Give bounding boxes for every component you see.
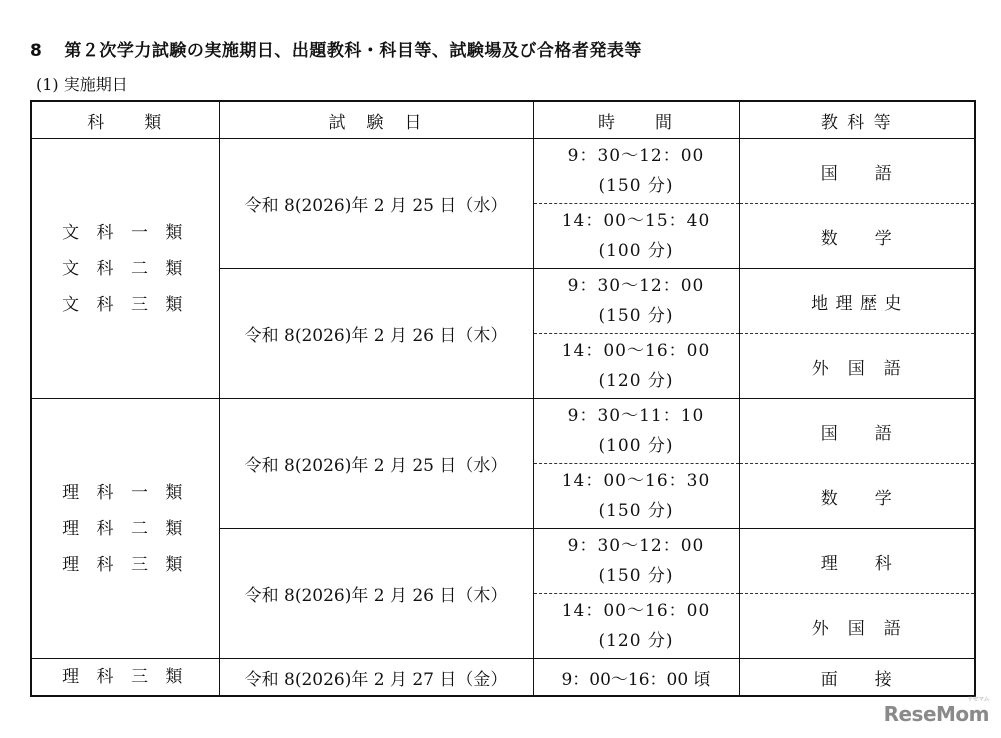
- subject-cell: 理 科: [739, 529, 975, 594]
- exam-date-cell: 令和 8(2026)年 2 月 26 日（木）: [219, 269, 533, 399]
- exam-date-cell: 令和 8(2026)年 2 月 27 日（金）: [219, 659, 533, 697]
- logo-ruby: リセマム: [967, 696, 989, 703]
- resemom-logo: [883, 696, 989, 726]
- class-name: 文 科 三 類: [62, 294, 189, 315]
- class-name: 文 科 二 類: [62, 258, 189, 279]
- table-header-row: [31, 101, 975, 139]
- time-range: 9：30〜12：00: [567, 276, 705, 296]
- time-range: 9：30〜12：00: [567, 146, 705, 166]
- exam-date-cell: 令和 8(2026)年 2 月 26 日（木）: [219, 529, 533, 659]
- subsection-heading: (1) 実施期日: [36, 75, 128, 94]
- subject-cell: 面 接: [739, 659, 975, 697]
- time-range: 9：30〜12：00: [567, 536, 705, 556]
- duration: (120 分): [598, 631, 674, 651]
- exam-schedule-table: [30, 100, 976, 697]
- subject-cell: 地 理 歴 史: [739, 269, 975, 334]
- duration: (100 分): [598, 241, 674, 261]
- class-name: 理 科 一 類: [62, 482, 189, 503]
- header-exam-date: 試 験 日: [219, 101, 533, 139]
- time-cell: [533, 334, 739, 399]
- time-range: 14：00〜16：00: [561, 341, 711, 361]
- time-cell: [533, 529, 739, 594]
- exam-date-cell: 令和 8(2026)年 2 月 25 日（水）: [219, 139, 533, 269]
- time-cell: [533, 204, 739, 269]
- subject-cell: 数 学: [739, 204, 975, 269]
- class-name: 理 科 二 類: [62, 518, 189, 539]
- time-cell: [533, 464, 739, 529]
- exam-date-cell: 令和 8(2026)年 2 月 25 日（水）: [219, 399, 533, 529]
- header-class: 科 類: [31, 101, 219, 139]
- section-title: 第２次学力試験の実施期日、出題教科・科目等、試験場及び合格者発表等: [64, 41, 642, 61]
- class-name: 理 科 三 類: [62, 554, 189, 575]
- table-row: [31, 399, 975, 464]
- subject-cell: 国 語: [739, 139, 975, 204]
- time-cell: [533, 139, 739, 204]
- time-range: 14：00〜15：40: [561, 211, 711, 231]
- subject-cell: 外 国 語: [739, 594, 975, 659]
- time-range: 14：00〜16：00: [561, 601, 711, 621]
- time-cell: 9：00〜16：00 頃: [533, 659, 739, 697]
- section-heading: [30, 36, 642, 61]
- subject-cell: 数 学: [739, 464, 975, 529]
- duration: (150 分): [598, 176, 674, 196]
- header-subject: 教 科 等: [739, 101, 975, 139]
- time-cell: [533, 269, 739, 334]
- duration: (150 分): [598, 566, 674, 586]
- duration: (120 分): [598, 371, 674, 391]
- subject-cell: 国 語: [739, 399, 975, 464]
- class-name: 文 科 一 類: [62, 222, 189, 243]
- class-cell-sciences: [31, 399, 219, 659]
- class-cell-interview: 理 科 三 類: [31, 659, 219, 697]
- table-row: [31, 139, 975, 204]
- header-time: 時 間: [533, 101, 739, 139]
- duration: (100 分): [598, 436, 674, 456]
- section-number: 8: [30, 41, 43, 61]
- time-range: 14：00〜16：30: [561, 471, 711, 491]
- time-range: 9：30〜11：10: [567, 406, 705, 426]
- duration: (150 分): [598, 306, 674, 326]
- time-cell: [533, 594, 739, 659]
- class-cell-humanities: [31, 139, 219, 399]
- table-row-interview: [31, 659, 975, 697]
- duration: (150 分): [598, 501, 674, 521]
- logo-text: ReseMom: [883, 702, 989, 726]
- time-cell: [533, 399, 739, 464]
- subject-cell: 外 国 語: [739, 334, 975, 399]
